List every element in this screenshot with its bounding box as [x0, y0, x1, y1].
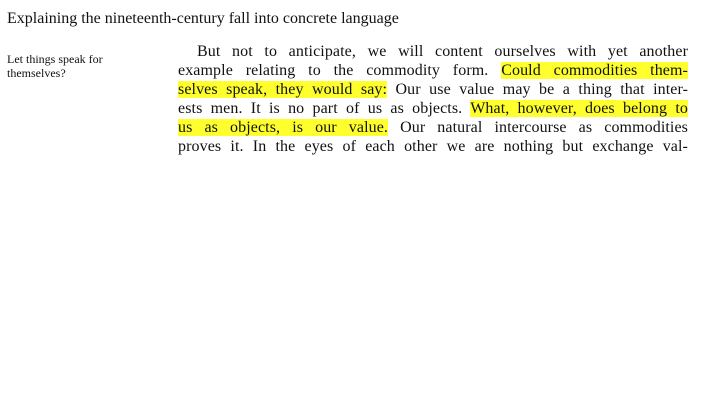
excerpt-line-4 [178, 99, 688, 118]
excerpt-line-1 [178, 42, 688, 61]
slide-title: Explaining the nineteenth-century fall into concrete language [7, 10, 399, 27]
excerpt-line-6 [178, 137, 688, 156]
highlighted-text: selves speak, they would say: [178, 81, 388, 98]
excerpt-text: proves it. In the eyes of each other we are nothing but exchange val- [178, 138, 688, 155]
excerpt-line-2 [178, 61, 688, 80]
excerpt-text: Our natural intercourse as commodities [388, 119, 688, 136]
excerpt-line-5 [178, 118, 688, 137]
highlighted-text: What, however, does belong to [470, 100, 688, 117]
excerpt-text: example relating to the commodity form. [178, 62, 502, 79]
book-excerpt [178, 42, 688, 156]
side-note: Let things speak for themselves? [7, 52, 103, 80]
excerpt-text: ests men. It is no part of us as objects. [178, 100, 471, 117]
excerpt-text: But not to anticipate, we will content ourselves with yet another [197, 43, 688, 60]
highlighted-text: Could commodities them- [501, 62, 688, 79]
excerpt-line-3 [178, 80, 688, 99]
excerpt-text: Our use value may be a thing that inter- [387, 81, 688, 98]
highlighted-text: us as objects, is our value. [178, 119, 389, 136]
